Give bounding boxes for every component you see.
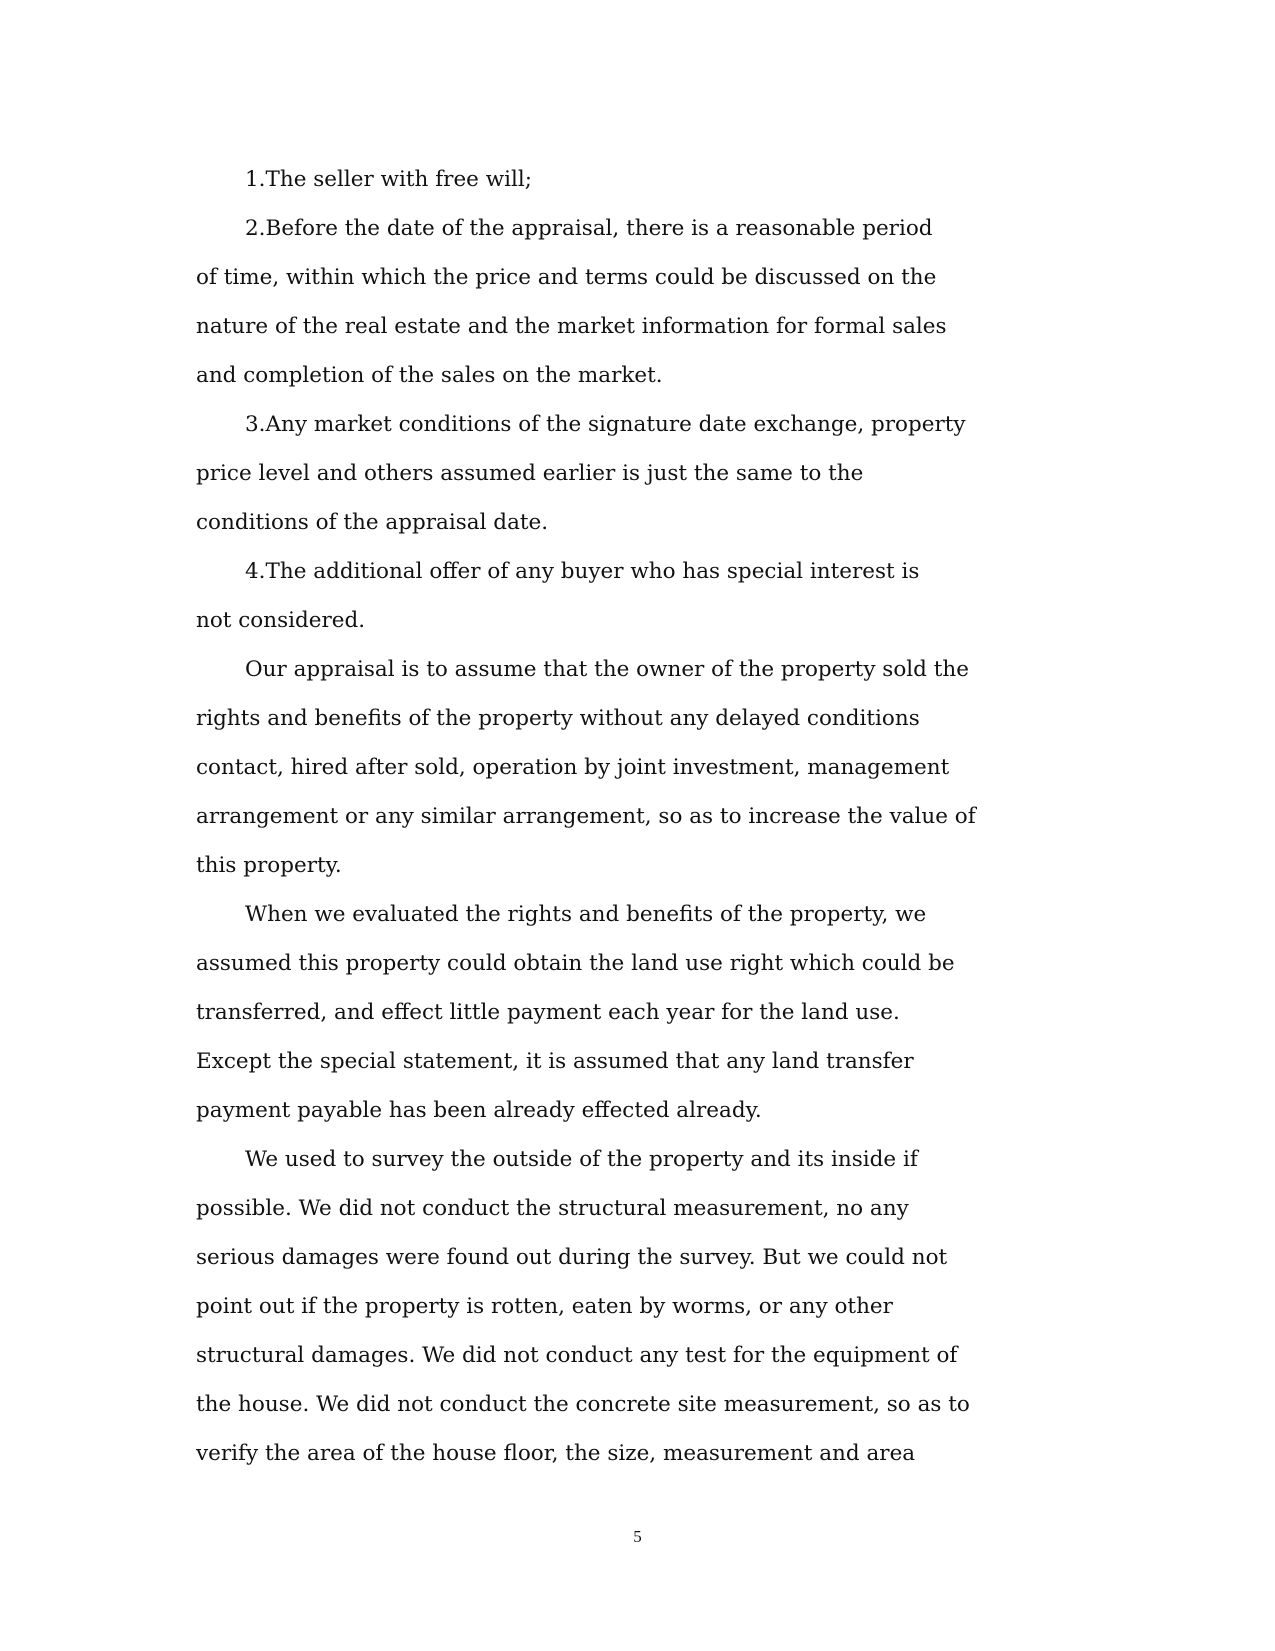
text-line: this property.: [196, 853, 342, 878]
text-line: When we evaluated the rights and benefits of the property, we: [245, 902, 927, 927]
body-text: [196, 155, 1096, 1478]
text-line: assumed this property could obtain the land use right which could be: [196, 951, 955, 976]
text-line: 2.Before the date of the appraisal, there is a reasonable period: [245, 216, 933, 241]
text-line: price level and others assumed earlier is just the same to the: [196, 461, 864, 486]
text-line: payment payable has been already effected already.: [196, 1098, 762, 1123]
page-number: 5: [633, 1527, 642, 1546]
text-line: nature of the real estate and the market information for formal sales: [196, 314, 947, 339]
text-line: contact, hired after sold, operation by joint investment, management: [196, 755, 950, 780]
text-line: verify the area of the house floor, the size, measurement and area: [196, 1441, 916, 1466]
text-line: arrangement or any similar arrangement, so as to increase the value of: [196, 804, 976, 829]
text-line: the house. We did not conduct the concrete site measurement, so as to: [196, 1392, 970, 1417]
text-line: not considered.: [196, 608, 366, 633]
text-line: transferred, and effect little payment each year for the land use.: [196, 1000, 900, 1025]
text-line: structural damages. We did not conduct any test for the equipment of: [196, 1343, 958, 1368]
text-line: We used to survey the outside of the property and its inside if: [245, 1147, 918, 1172]
text-line: point out if the property is rotten, eaten by worms, or any other: [196, 1294, 893, 1319]
text-line: rights and benefits of the property without any delayed conditions: [196, 706, 920, 731]
text-line: and completion of the sales on the market.: [196, 363, 663, 388]
text-line: possible. We did not conduct the structural measurement, no any: [196, 1196, 909, 1221]
text-line: serious damages were found out during the survey. But we could not: [196, 1245, 948, 1270]
text-line: 3.Any market conditions of the signature date exchange, property: [245, 412, 966, 437]
text-line: Our appraisal is to assume that the owner of the property sold the: [245, 657, 969, 682]
text-line: conditions of the appraisal date.: [196, 510, 549, 535]
text-line: 1.The seller with free will;: [245, 167, 532, 192]
text-line: 4.The additional offer of any buyer who has special interest is: [245, 559, 920, 584]
text-line: of time, within which the price and terms could be discussed on the: [196, 265, 937, 290]
text-line: Except the special statement, it is assumed that any land transfer: [196, 1049, 914, 1074]
